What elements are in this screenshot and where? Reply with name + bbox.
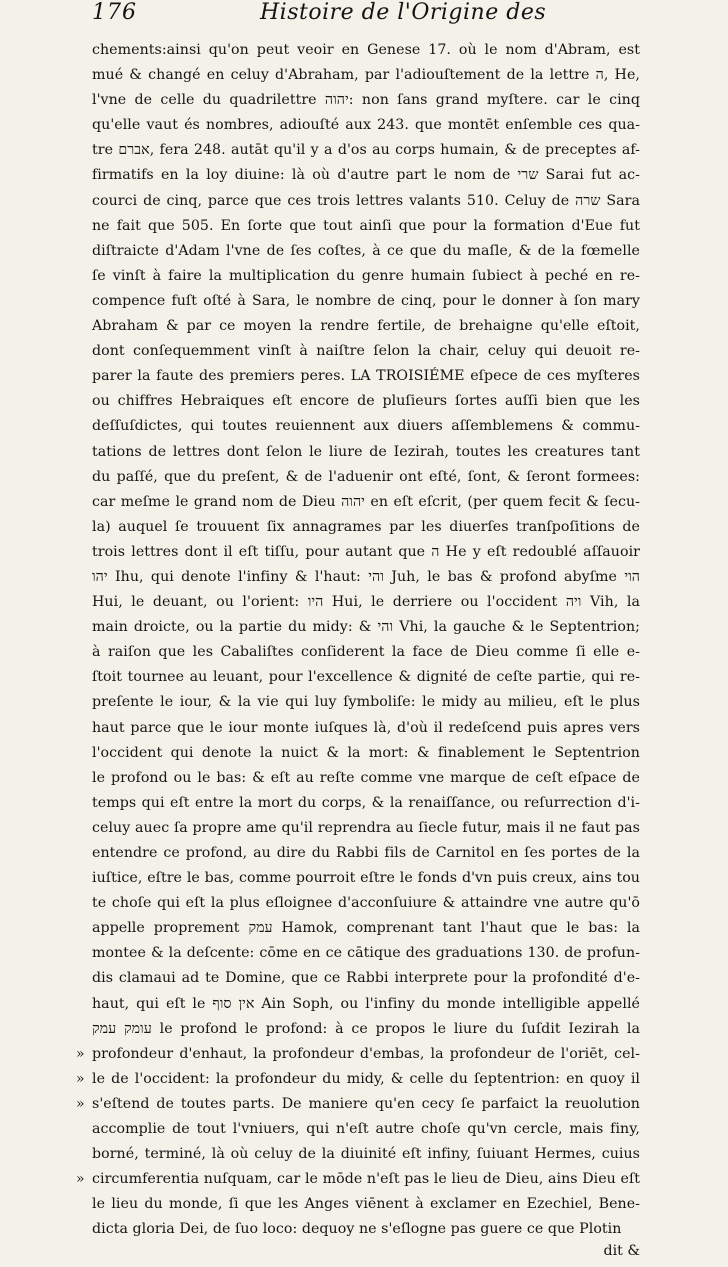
- text-line: [92, 364, 640, 389]
- text-line: [92, 113, 640, 138]
- text-line: [92, 189, 640, 214]
- text-line: [76, 1067, 640, 1092]
- text-line: [92, 88, 640, 113]
- text-line: [92, 1017, 640, 1042]
- line-text: chements:ainsi qu'on peut veoir en Genese 17. où le nom d'Abram, est: [92, 42, 640, 58]
- line-text: ſe vinſt à faire la multiplication du genre humain ſubiect à peché en re-: [92, 267, 640, 284]
- line-text: la) auquel ſe trouuent ſix annagrames par les diuerſes tranſpoſitions de: [92, 518, 640, 535]
- text-line: [92, 992, 640, 1017]
- line-text: profondeur d'enhaut, la profondeur d'embas, la profondeur de l'oriēt, cel-: [92, 1045, 640, 1062]
- text-line: [92, 515, 640, 540]
- line-text: le lieu du monde, ſi que les Anges viēnent à exclamer en Ezechiel, Bene-: [92, 1196, 640, 1213]
- text-line: [92, 941, 640, 966]
- text-line: [92, 615, 640, 640]
- line-text: l'occident qui denote la nuict & la mort: & finablement le Septentrion: [92, 744, 640, 761]
- line-text: dont conſequemment vinſt à naiſtre ſelon la chair, celuy qui deuoit re-: [92, 343, 640, 360]
- line-text: haut parce que le iour monte iuſques là, d'où il redeſcend puis apres vers: [92, 719, 640, 736]
- line-text: à raiſon que les Cabaliſtes conſiderent la face de Dieu comme ſi elle e-: [92, 644, 640, 661]
- text-line: [92, 63, 640, 88]
- line-text: dis clamaui ad te Domine, que ce Rabbi interprete pour la profondité d'e-: [92, 970, 640, 987]
- text-line: [92, 440, 640, 465]
- line-text: le de l'occident: la profondeur du midy, & celle du ſeptentrion: en quoy il: [92, 1070, 640, 1087]
- line-text: du paſſé, que du preſent, & de l'aduenir ont eſté, ſont, & ſeront formees:: [92, 468, 640, 485]
- catchword: dit &: [603, 1242, 640, 1259]
- quotation-mark: »: [76, 1045, 85, 1062]
- text-line: [92, 916, 640, 941]
- line-text: Hui, le deuant, ou l'orient: היו Hui, le derriere ou l'occident ויה Vih, la: [92, 594, 640, 611]
- text-line: [92, 239, 640, 264]
- text-line: [92, 1217, 640, 1242]
- text-line: [92, 1192, 640, 1217]
- text-line: [92, 891, 640, 916]
- line-text: iuſtice, eſtre le bas, comme pourroit eſtre le fonds d'vn puis creux, ains tou: [92, 870, 640, 887]
- page-header: [92, 0, 652, 26]
- line-text: deſſuſdictes, qui toutes reuiennent aux diuers aſſemblemens & commu-: [92, 418, 640, 435]
- text-line: [92, 640, 640, 665]
- line-text: temps qui eſt entre la mort du corps, & la renaiſſance, ou reſurrection d'i-: [92, 794, 640, 811]
- text-line: [92, 791, 640, 816]
- text-line: [92, 816, 640, 841]
- text-line: [92, 540, 640, 565]
- text-line: [92, 966, 640, 991]
- line-text: diſtraicte d'Adam l'vne de ſes coſtes, à ce que du maſle, & de la fœmelle: [92, 242, 640, 259]
- text-line: [92, 264, 640, 289]
- line-text: tre אברם, fera 248. autāt qu'il y a d'os au corps humain, & de preceptes af-: [92, 142, 640, 159]
- line-text: Abraham & par ce moyen la rendre fertile, de brehaigne qu'elle eſtoit,: [92, 318, 640, 335]
- text-line: [92, 866, 640, 891]
- text-line: [76, 1092, 640, 1117]
- text-line: [92, 741, 640, 766]
- text-line: [92, 1142, 640, 1167]
- text-line: [92, 138, 640, 163]
- line-text: montee & la deſcente: cōme en ce cātique des graduations 130. de profun-: [92, 945, 640, 962]
- text-line: [92, 38, 640, 63]
- text-line: [92, 490, 640, 515]
- line-text: tations de lettres dont ſelon le liure de Iezirah, toutes les creatures tant: [92, 443, 640, 460]
- catchword-row: [92, 1243, 640, 1267]
- quotation-mark: »: [76, 1171, 85, 1188]
- line-text: עומק עמק le profond le profond: à ce propos le liure du ſuſdit Iezirah la: [92, 1020, 641, 1037]
- line-text: accomplie de tout l'vniuers, qui n'eſt autre choſe qu'vn cercle, mais finy,: [92, 1121, 640, 1138]
- line-text: qu'elle vaut és nombres, adiouſté aux 243. que montēt enſemble ces qua-: [92, 117, 640, 134]
- text-line: [92, 590, 640, 615]
- running-title: Histoire de l'Origine des: [260, 0, 547, 25]
- text-line: [92, 414, 640, 439]
- text-line: [92, 214, 640, 239]
- line-text: celuy auec ſa propre ame qu'il reprendra au ſiecle futur, mais il ne faut pas: [92, 819, 640, 836]
- line-text: courci de cinq, parce que ces trois lettres valants 510. Celuy de שרה Sara: [92, 192, 640, 209]
- line-text: trois lettres dont il eſt tiſſu, pour autant que ה He y eſt redoublé aſſauoir: [92, 543, 641, 560]
- line-text: preſente le iour, & la vie qui luy ſymboliſe: le midy au milieu, eſt le plus: [92, 694, 640, 711]
- text-line: [92, 690, 640, 715]
- text-line: [76, 1042, 640, 1067]
- line-text: ſtoit tournee au leuant, pour l'excellence & dignité de ceſte partie, qui re-: [92, 669, 640, 686]
- line-text: ne fait que 505. En ſorte que tout ainſi que pour la formation d'Eue fut: [92, 217, 640, 234]
- line-text: haut, qui eſt le אין סוף Ain Soph, ou l'infiny du monde intelligible appellé: [92, 995, 640, 1012]
- line-text: le profond ou le bas: & eſt au reſte comme vne marque de ceſt eſpace de: [92, 769, 640, 786]
- text-line: [92, 841, 640, 866]
- line-text: s'eſtend de toutes parts. De maniere qu'en cecy ſe parfaict la reuolution: [92, 1095, 640, 1112]
- line-text: te choſe qui eſt la plus eſloignee d'acconſuiure & attaindre vne autre qu'ō: [92, 895, 640, 912]
- line-text: l'vne de celle du quadrilettre יהוה: non ſans grand myſtere. car le cinq: [92, 92, 640, 109]
- line-text: parer la faute des premiers peres. LA TROISIÉME eſpece de ces myſteres: [92, 368, 640, 385]
- text-line: [92, 665, 640, 690]
- text-line: [92, 766, 640, 791]
- line-text: ou chiffres Hebraiques eſt encore de pluſieurs ſortes auſſi bien que les: [92, 393, 640, 410]
- quotation-mark: »: [76, 1095, 85, 1112]
- line-text: borné, terminé, là où celuy de la diuinité eſt infiny, ſuiuant Hermes, cuius: [92, 1146, 640, 1163]
- text-line: [76, 1167, 640, 1192]
- line-text: firmatifs en la loy diuine: là où d'autre part le nom de שרי Sarai fut ac-: [92, 167, 640, 184]
- body-text: [76, 38, 641, 1267]
- text-line: [92, 389, 640, 414]
- text-line: [92, 716, 640, 741]
- line-text: appelle proprement עמק Hamok, comprenant tant l'haut que le bas: la: [92, 920, 640, 937]
- line-text: main droicte, ou la partie du midy: & והי Vhi, la gauche & le Septentrion;: [92, 619, 640, 636]
- text-line: [92, 1117, 640, 1142]
- line-text: car meſme le grand nom de Dieu יהוה en eſt eſcrit, (per quem fecit & ſecu-: [92, 493, 640, 510]
- line-text: compence fuſt oſté à Sara, le nombre de cinq, pour le donner à ſon mary: [92, 292, 640, 309]
- text-line: [92, 465, 640, 490]
- text-line: [92, 565, 640, 590]
- text-line: [92, 163, 640, 188]
- quotation-mark: »: [76, 1070, 85, 1087]
- text-line: [92, 314, 640, 339]
- page-number: 176: [92, 0, 137, 25]
- text-line: [92, 289, 640, 314]
- text-line: [92, 339, 640, 364]
- line-text: dicta gloria Dei, de ſuo loco: dequoy ne s'eſlogne pas guere ce que Plotin: [92, 1221, 622, 1238]
- line-text: mué & changé en celuy d'Abraham, par l'adiouſtement de la lettre ה, He,: [92, 67, 640, 84]
- line-text: יהו Ihu, qui denote l'infiny & l'haut: והי Juh, le bas & profond abyſme הוי: [92, 568, 640, 585]
- line-text: circumferentia nuſquam, car le mōde n'eſt pas le lieu de Dieu, ains Dieu eſt: [92, 1171, 640, 1188]
- line-text: entendre ce profond, au dire du Rabbi fils de Carnitol en ſes portes de la: [92, 845, 640, 861]
